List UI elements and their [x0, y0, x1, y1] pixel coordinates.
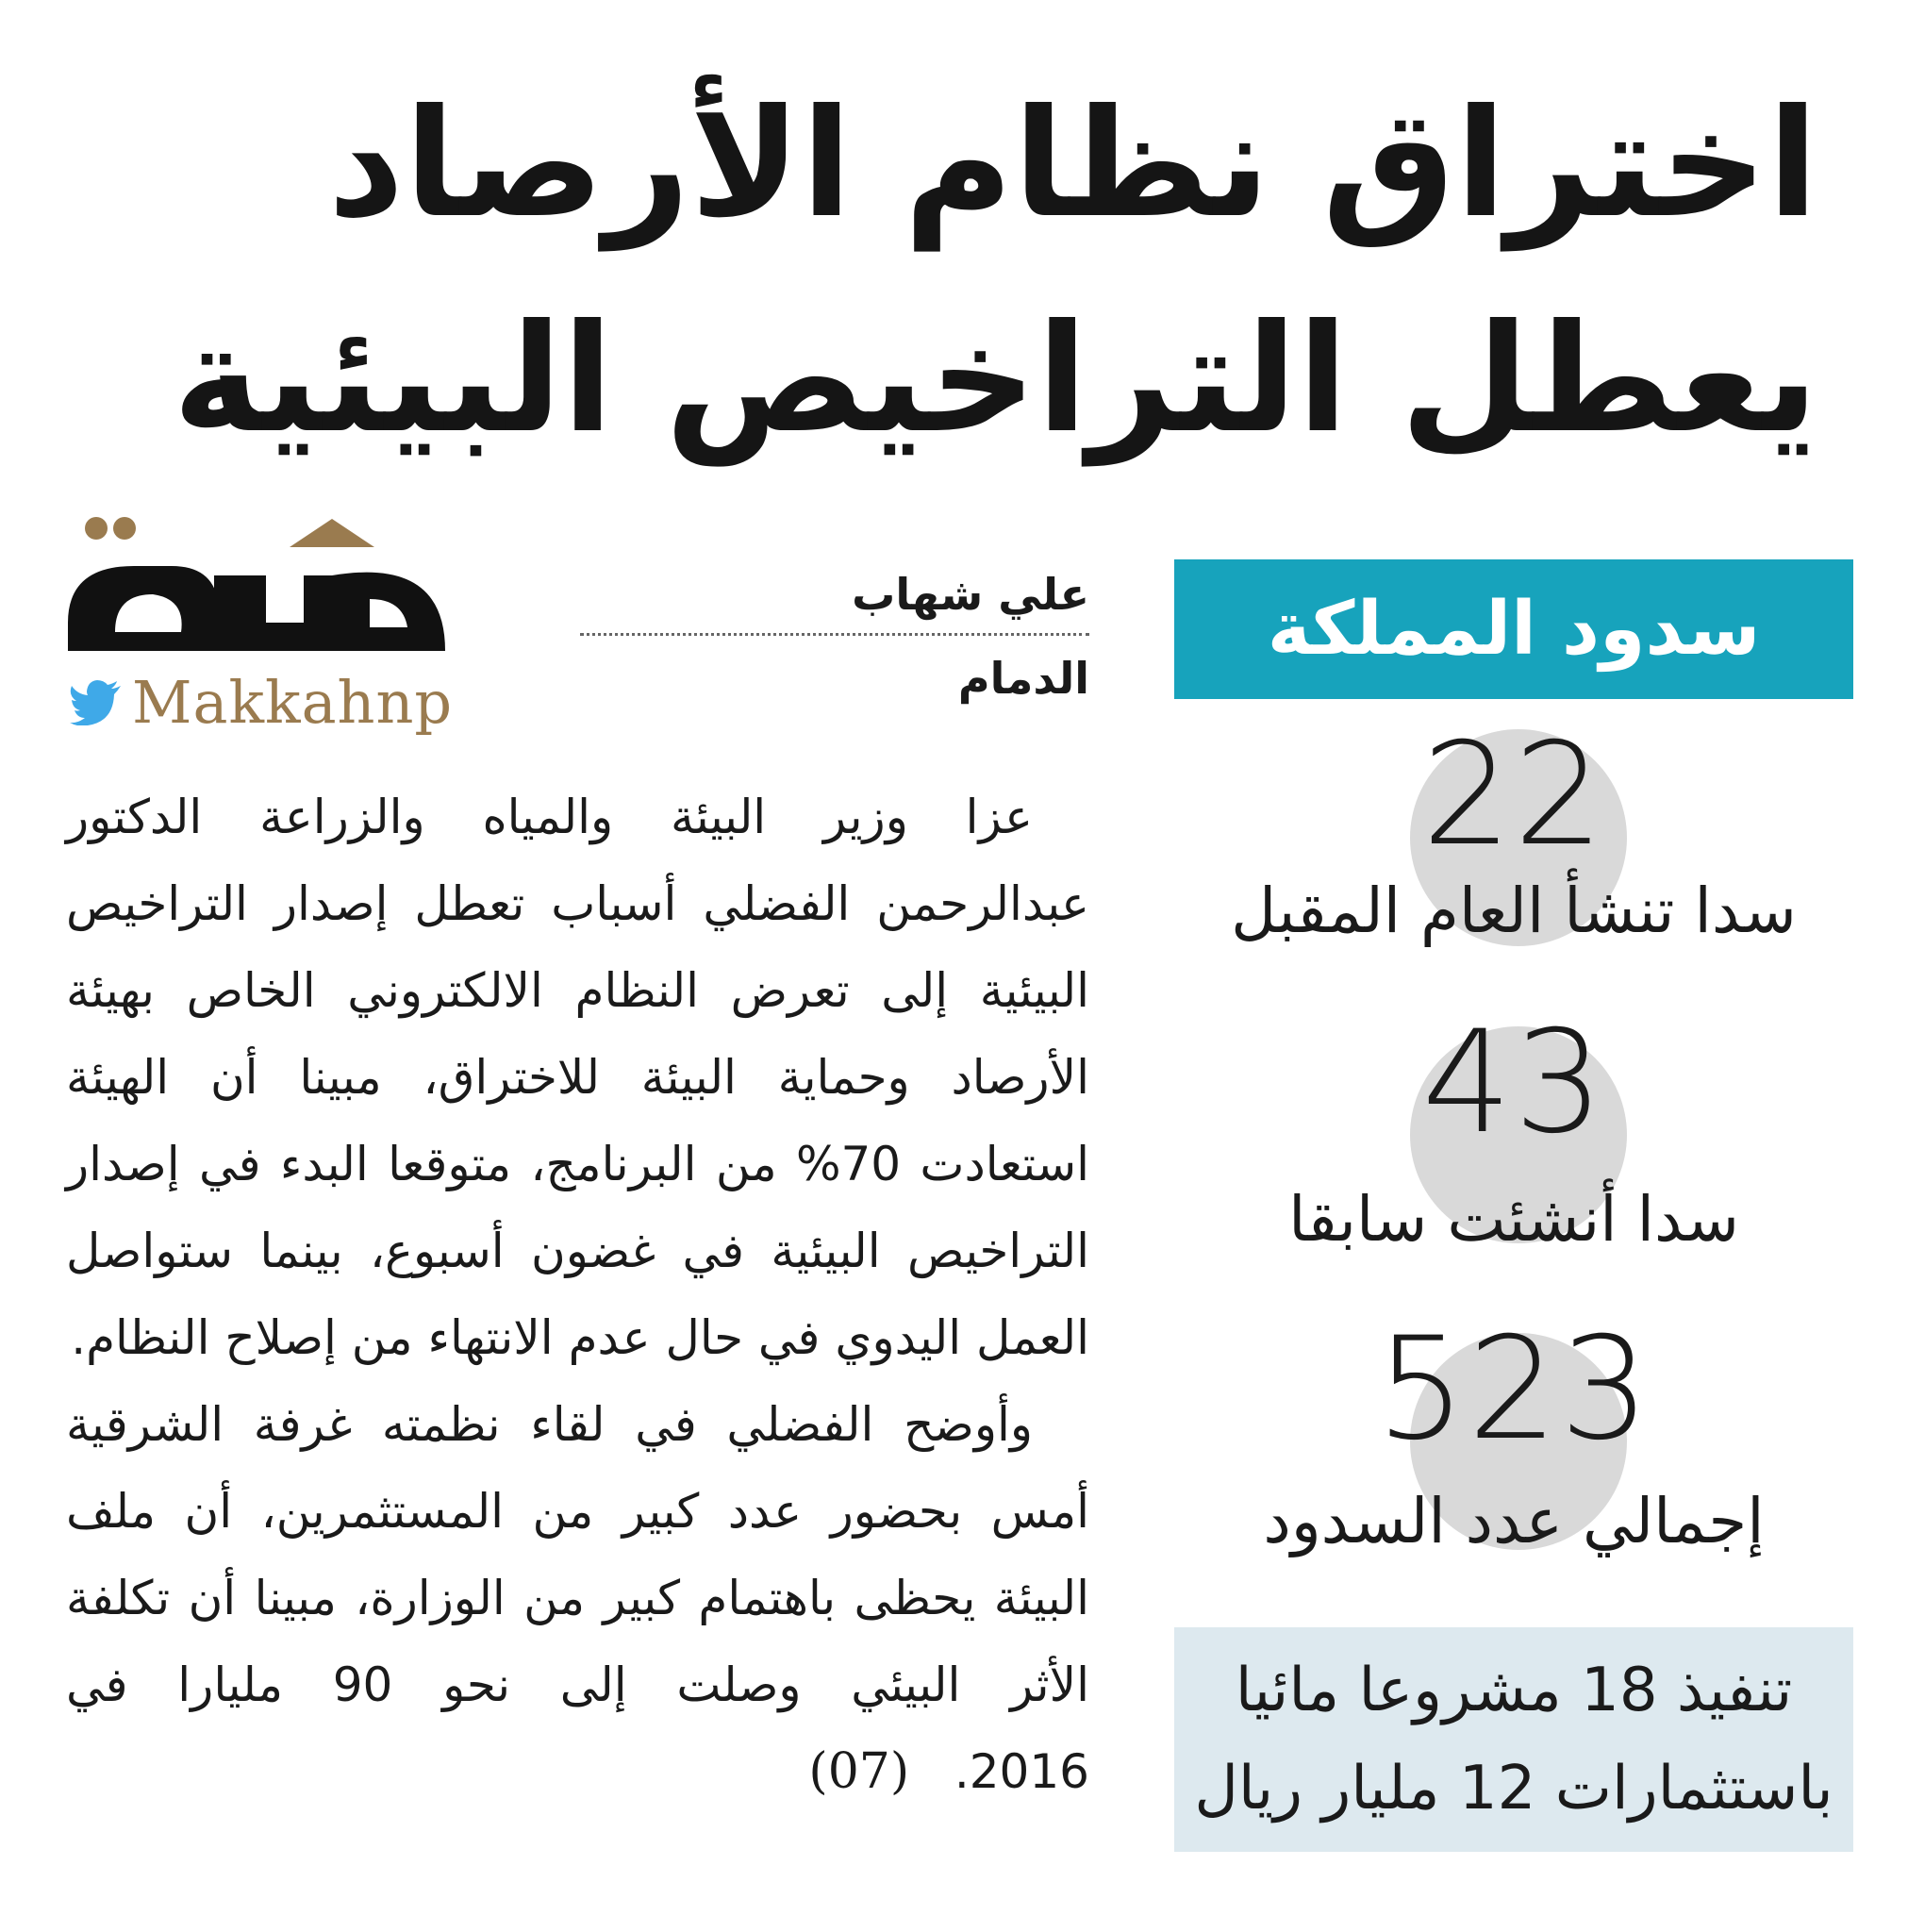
- article-paragraph-2: [66, 1381, 1089, 1815]
- makkah-wordmark-logo: [58, 509, 455, 670]
- byline: [580, 561, 1089, 711]
- dateline-city: الدمام: [957, 653, 1089, 704]
- twitter-handle: Makkahnp: [132, 668, 454, 737]
- summary-line-2: باستثمارات 12 مليار ريال: [1194, 1754, 1833, 1824]
- stat-number: 43: [1421, 1001, 1606, 1165]
- article-paragraph-1: عزا وزير البيئة والمياه والزراعة الدكتور عبدالرحمن الفضلي أسباب تعطل إصدار التراخيص البيئية إلى تعرض النظام الالكتروني الخاص بهيئة الأرصاد وحماية البيئة للاختراق، مبينا أن الهيئة استعادت 70% من البرنامج، متوقعا البدء في إصدار التراخيص البيئية في غضون أسبوع، بينما ستواصل العمل اليدوي في حال عدم الانتهاء من إصلاح النظام.: [66, 790, 1089, 1365]
- stat-label: سدا تنشأ العام المقبل: [1231, 874, 1797, 947]
- infobox-banner: سدود المملكة: [1174, 559, 1853, 699]
- headline: اختراق نظام الأرصاد يعطل التراخيص البيئية: [172, 77, 1818, 466]
- stat-number: 523: [1375, 1307, 1652, 1472]
- stat-label: إجمالي عدد السدود: [1263, 1485, 1765, 1557]
- article-paragraph-2-text: وأوضح الفضلي في لقاء نظمته غرفة الشرقية أمس بحضور عدد كبير من المستثمرين، أن ملف البيئة يحظى باهتمام كبير من الوزارة، مبينا أن تكلفة الأثر البيئي وصلت إلى نحو 90 مليارا في 2016.: [66, 1397, 1089, 1799]
- author-name: علي شهاب: [852, 569, 1089, 620]
- stat-dams-total: [1174, 1307, 1853, 1616]
- summary-line-1: تنفيذ 18 مشروعا مائيا: [1235, 1656, 1793, 1725]
- infobox-summary: [1174, 1627, 1853, 1852]
- twitter-line: [70, 668, 453, 737]
- stat-label: سدا أنشئت سابقا: [1288, 1183, 1739, 1256]
- dams-infobox: [1174, 559, 1853, 1861]
- dotted-divider: [580, 633, 1089, 636]
- stat-number: 22: [1421, 713, 1606, 877]
- stat-dams-next-year: [1174, 713, 1853, 1003]
- article-body: [66, 774, 1089, 1815]
- stat-dams-built: [1174, 1001, 1853, 1309]
- makkah-logo: [58, 509, 455, 737]
- article-code: (07): [808, 1743, 910, 1800]
- twitter-bird-icon: [70, 680, 123, 725]
